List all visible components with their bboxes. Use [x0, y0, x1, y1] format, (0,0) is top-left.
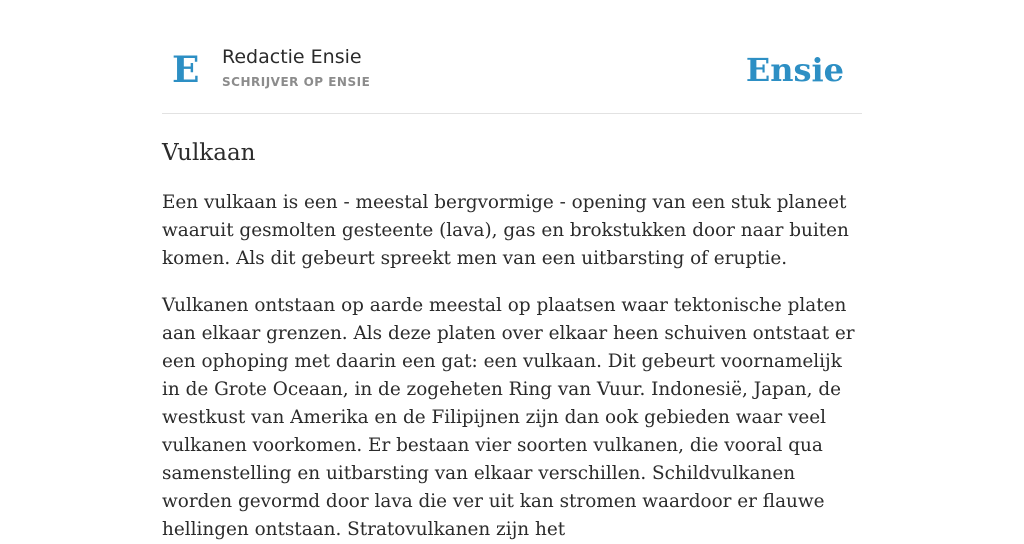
author-name[interactable]: Redactie Ensie [222, 46, 362, 68]
article-paragraph-2: Vulkanen ontstaan op aarde meestal op plaatsen waar tektonische platen aan elkaar grenzen. Als deze platen over elkaar heen schuiven ontstaat er een ophoping met daarin een gat: een vulkaan. Dit gebeurt voornamelijk in de Grote Oceaan, in de zogeheten Ring van Vuur. Indonesië, Japan, de westkust van Amerika en de Filipijnen zijn dan ook gebieden waar veel vulkanen voorkomen. Er bestaan vier soorten vulkanen, die vooral qua samenstelling en uitbarsting van elkaar verschillen. Schildvulkanen worden gevormd door lava die ver uit kan stromen waardoor er flauwe hellingen ontstaan. Stratovulkanen zijn het [162, 295, 855, 540]
author-header [162, 40, 862, 114]
article-paragraph-1: Een vulkaan is een - meestal bergvormige - opening van een stuk planeet waaruit gesmolten gesteente (lava), gas en brokstukken door naar buiten komen. Als dit gebeurt spreekt men van een uitbarsting of eruptie. [162, 192, 849, 269]
author-role: SCHRIJVER OP ENSIE [222, 75, 371, 89]
article-content [162, 136, 862, 544]
article-title: Vulkaan [162, 140, 256, 166]
ensie-logo[interactable]: Ensie [745, 51, 844, 89]
author-avatar[interactable]: E [172, 49, 200, 91]
